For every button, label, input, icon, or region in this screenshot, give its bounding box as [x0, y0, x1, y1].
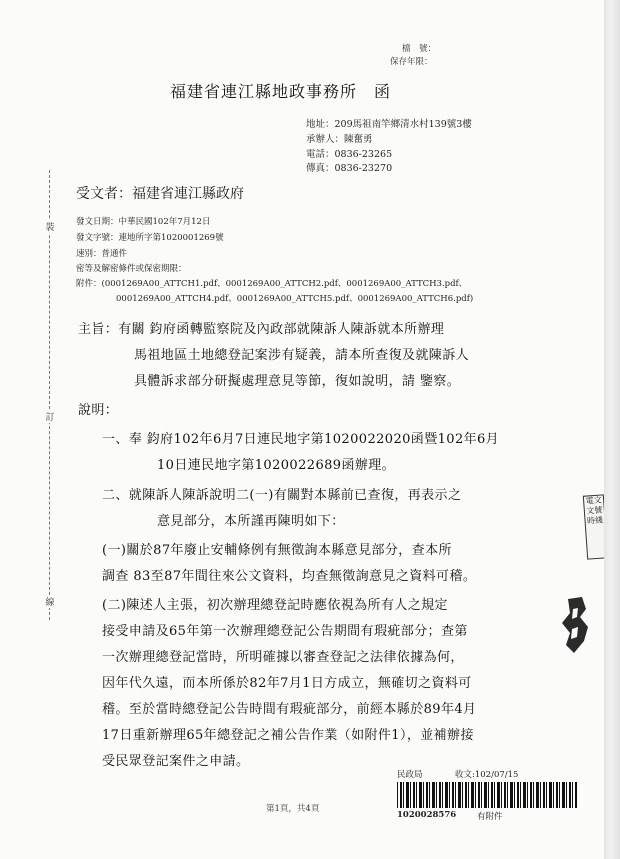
binding-char: 裝: [40, 220, 60, 233]
subject-line: 主旨：有關 鈞府函轉監察院及內政部就陳訴人陳訴就本所辦理: [78, 322, 445, 337]
fax-number: 傳真：0836-23270: [306, 163, 393, 174]
paragraph-line: 一、奉 鈞府102年6月7日連民地字第1020022020函暨102年6月: [102, 432, 500, 447]
paragraph-line: 意見部分，本所謹再陳明如下：: [157, 514, 345, 529]
paragraph-line: 稽。至於當時總登記公告時間有瑕疵部分，前經本縣於89年4月: [102, 702, 477, 717]
issue-date: 發文日期：中華民國102年7月12日: [76, 217, 211, 227]
ink-mark-icon: [560, 595, 590, 655]
retention-label: 保存年限：: [390, 57, 433, 67]
handler-name: 承辦人：陳奮勇: [306, 134, 373, 145]
receipt-number: 1020028576: [397, 810, 457, 820]
receipt-date: 收文:102/07/15: [455, 770, 519, 780]
receipt-stamp: [397, 768, 577, 828]
binding-char: 訂: [40, 410, 60, 423]
paragraph-line: 一次辦理總登記當時，所明確據以審查登記之法律依據為何，: [102, 650, 464, 665]
receipt-department: 民政局: [397, 770, 423, 780]
paragraph-line: (一)關於87年廢止安輔條例有無徵詢本縣意見部分，查本所: [102, 543, 452, 558]
document-number: 發文字號：連地所字第1020001269號: [76, 233, 224, 243]
explanation-heading: 說明：: [78, 403, 119, 418]
paragraph-line: 因年代久遠，而本所係於82年7月1日方成立，無確切之資料可: [102, 676, 472, 691]
barcode: [397, 782, 577, 808]
paragraph-line: (二)陳述人主張，初次辦理總登記時應依視為所有人之規定: [102, 598, 448, 613]
recipient: 受文者：福建省連江縣政府: [76, 186, 244, 202]
sender-address: 地址：209馬祖南竿鄉清水村139號3樓: [306, 119, 472, 130]
phone-number: 電話：0836-23265: [306, 149, 393, 160]
binding-line: [49, 170, 50, 620]
binding-char: 線: [40, 595, 60, 608]
paragraph-line: 17日重新辦理65年總登記之補公告作業（如附件1），並補辦接: [102, 728, 474, 743]
attachments-line-1: 附件：(0001269A00_ATTCH1.pdf、0001269A00_ATTCH2.pdf、0001269A00_ATTCH3.pdf、: [76, 279, 468, 289]
partial-stamp: [583, 494, 604, 559]
stamp-text: 電文 文號 時綫: [585, 495, 604, 526]
document-title: 福建省連江縣地政事務所 函: [170, 82, 392, 101]
page-number: 第1頁，共4頁: [266, 804, 320, 814]
paragraph-line: 受民眾登記案件之申請。: [102, 754, 250, 769]
paragraph-line: 接受申請及65年第一次辦理總登記公告期間有瑕疵部分；查第: [102, 624, 468, 639]
attachment-note: 有附件: [477, 812, 503, 822]
attachments-line-2: 0001269A00_ATTCH4.pdf、0001269A00_ATTCH5.pdf、0001269A00_ATTCH6.pdf): [116, 294, 474, 304]
secrecy-level: 密等及解密條件或保密期限：: [76, 264, 187, 274]
subject-line: 具體訴求部分研擬處理意見等節，復如說明，請 鑒察。: [134, 374, 461, 389]
file-number-label: 檔 號：: [402, 44, 437, 54]
paragraph-line: 二、就陳訴人陳訴說明二(一)有關對本縣前已查復，再表示之: [102, 488, 462, 503]
page-edge-shadow: [604, 0, 620, 859]
paragraph-line: 調查 83至87年間往來公文資料，均查無徵詢意見之資料可稽。: [102, 569, 477, 584]
binding-margin: [40, 170, 60, 620]
paragraph-line: 10日連民地字第1020022689函辦理。: [157, 458, 396, 473]
delivery-speed: 速別：普通件: [76, 249, 128, 259]
subject-line: 馬祖地區土地總登記案涉有疑義，請本所查復及就陳訴人: [134, 348, 470, 363]
